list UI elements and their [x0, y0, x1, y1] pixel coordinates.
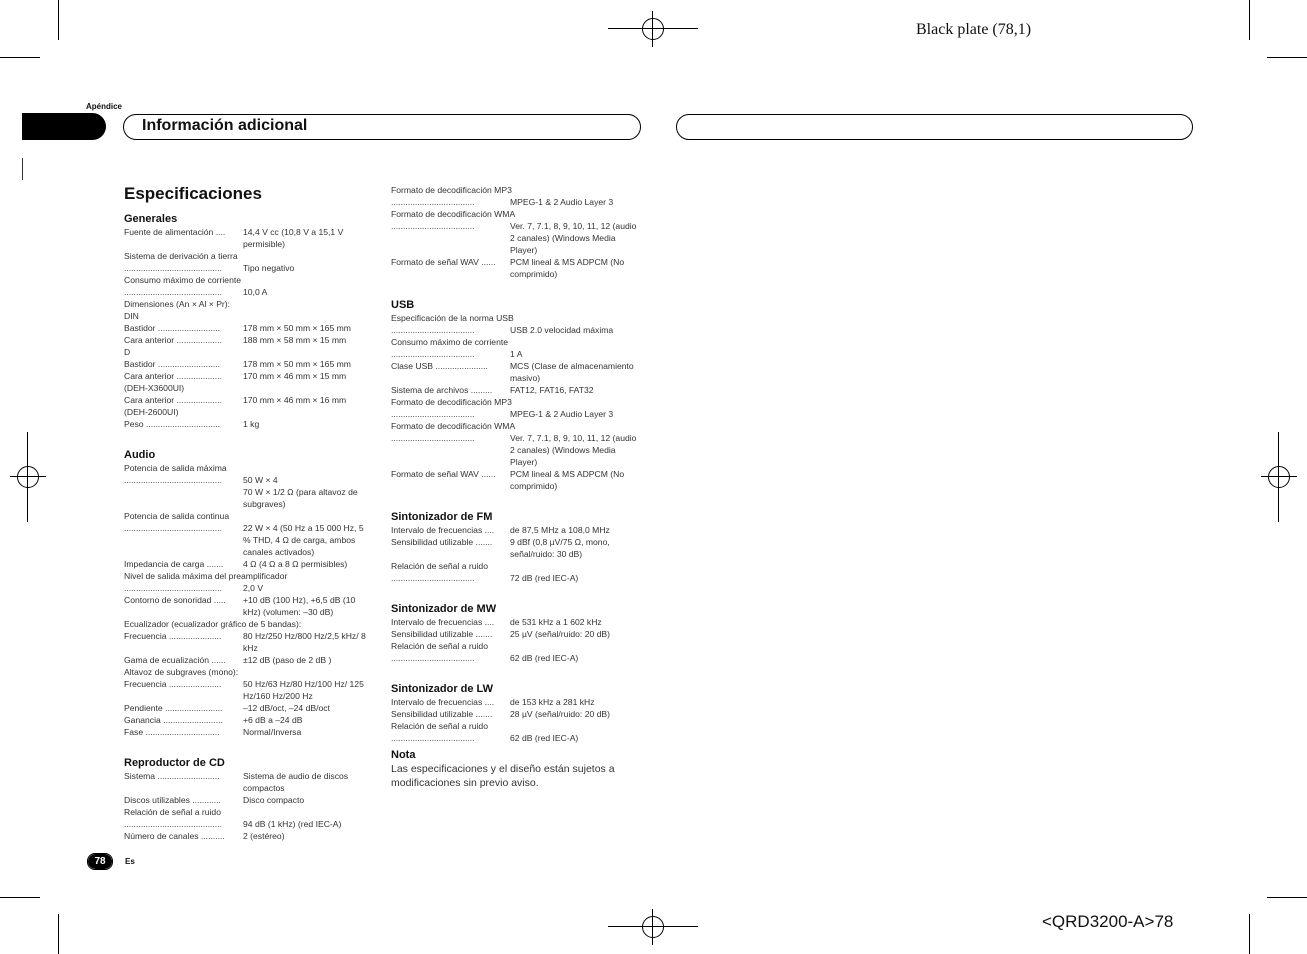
spec-line: Relación de señal a ruido [391, 641, 488, 651]
spacer [124, 430, 376, 448]
side-rule [22, 158, 23, 180]
spec-label: ......................................... [124, 819, 222, 829]
spec-label: Formato de señal WAV ...... [391, 469, 496, 479]
spec-row [124, 654, 376, 666]
registration-mark [1261, 459, 1297, 495]
spec-line: (DEH-X3600UI) [124, 383, 185, 393]
language-code: Es [125, 857, 135, 866]
registration-line [1278, 432, 1279, 522]
spec-row [391, 408, 643, 420]
page-number-badge [87, 853, 113, 870]
spec-subheading: Audio [124, 449, 156, 461]
spec-row [124, 474, 376, 486]
spec-label: ................................... [391, 325, 475, 335]
spec-value: 62 dB (red IEC-A) [510, 733, 579, 743]
spec-value: 178 mm × 50 mm × 165 mm [243, 323, 351, 333]
spec-label: Cara anterior ................... [124, 371, 222, 381]
chapter-title-bar [123, 114, 641, 140]
spec-row [391, 324, 643, 336]
registration-mark [635, 11, 671, 47]
spec-value: Ver. 7, 7.1, 8, 9, 10, 11, 12 (audio 2 canales) (Windows Media Player) [510, 433, 637, 467]
spec-row [391, 468, 643, 492]
registration-mark [635, 909, 671, 945]
spec-value: –12 dB/oct, –24 dB/oct [243, 703, 330, 713]
spec-label: Ganancia ......................... [124, 715, 223, 725]
spec-value: 50 W × 4 [243, 475, 278, 485]
spec-label: ................................... [391, 221, 475, 231]
spec-value: Normal/Inversa [243, 727, 302, 737]
spec-value: 10,0 A [243, 287, 268, 297]
spec-subheading: Generales [124, 213, 178, 225]
spec-value: PCM lineal & MS ADPCM (No comprimido) [510, 469, 625, 491]
page-number: 78 [88, 854, 112, 869]
spec-row [124, 486, 376, 510]
spec-value: MCS (Clase de almacenamiento masivo) [510, 361, 634, 383]
spec-row [124, 714, 376, 726]
spec-line: Altavoz de subgraves (mono): [124, 667, 239, 677]
spec-value: Disco compacto [243, 795, 305, 805]
spec-label: Fuente de alimentación .... [124, 227, 226, 237]
spec-value: 80 Hz/250 Hz/800 Hz/2,5 kHz/ 8 kHz [243, 631, 366, 653]
spec-row [391, 524, 643, 536]
spec-label: Pendiente ........................ [124, 703, 223, 713]
spec-line: Formato de decodificación MP3 [391, 185, 512, 195]
spec-value: Tipo negativo [243, 263, 295, 273]
spec-label: Impedancia de carga ....... [124, 559, 224, 569]
spec-value: MPEG-1 & 2 Audio Layer 3 [510, 197, 614, 207]
spec-label: ......................................... [124, 475, 222, 485]
crop-mark [1267, 57, 1307, 58]
spacer [391, 584, 643, 602]
spec-subheading: Reproductor de CD [124, 757, 225, 769]
spec-row [124, 678, 376, 702]
spec-label: Formato de señal WAV ...... [391, 257, 496, 267]
spec-value: MPEG-1 & 2 Audio Layer 3 [510, 409, 614, 419]
spec-value: 1 A [510, 349, 523, 359]
spec-label: Contorno de sonoridad ..... [124, 595, 226, 605]
spec-label: Frecuencia ...................... [124, 631, 222, 641]
spec-label: ......................................... [124, 583, 222, 593]
spec-row [124, 358, 376, 370]
document-code: <QRD3200-A>78 [1042, 912, 1174, 931]
spec-line: Ecualizador (ecualizador gráfico de 5 bandas): [124, 619, 302, 629]
spec-label: ................................... [391, 653, 475, 663]
note-text: Las especificaciones y el diseño están sujetos a modificaciones sin previo aviso. [391, 763, 615, 789]
spec-value: 2 (estéreo) [243, 831, 285, 841]
spec-row [391, 196, 643, 208]
spec-row [124, 262, 376, 274]
spec-value: +10 dB (100 Hz), +6,5 dB (10 kHz) (volumen: –30 dB) [243, 595, 356, 617]
spec-value: 2,0 V [243, 583, 264, 593]
spacer [391, 492, 643, 510]
spec-line: D [124, 347, 131, 357]
page-heading: Especificaciones [124, 184, 262, 203]
spec-value: 25 µV (señal/ruido: 20 dB) [510, 629, 611, 639]
crop-mark [0, 897, 40, 898]
spec-value: 170 mm × 46 mm × 15 mm [243, 371, 347, 381]
spec-value: 188 mm × 58 mm × 15 mm [243, 335, 347, 345]
spec-value: de 531 kHz a 1 602 kHz [510, 617, 602, 627]
spec-value: 178 mm × 50 mm × 165 mm [243, 359, 351, 369]
spec-value: 94 dB (1 kHz) (red IEC-A) [243, 819, 342, 829]
spec-row [391, 348, 643, 360]
spec-line: Potencia de salida máxima [124, 463, 227, 473]
spec-row [391, 536, 643, 560]
spec-label: Sensibilidad utilizable ....... [391, 709, 493, 719]
spec-column-left [124, 212, 376, 842]
spec-label: ................................... [391, 197, 475, 207]
spec-row [391, 708, 643, 720]
spec-row [124, 334, 376, 346]
spec-label: Sensibilidad utilizable ....... [391, 629, 493, 639]
spec-row [391, 256, 643, 280]
spec-line: Especificación de la norma USB [391, 313, 514, 323]
chapter-tab [22, 113, 106, 140]
spec-label [124, 486, 243, 510]
registration-line [27, 432, 28, 522]
spec-value: 22 W × 4 (50 Hz a 15 000 Hz, 5 % THD, 4 Ω de carga, ambos canales activados) [243, 523, 364, 557]
crop-mark [1249, 0, 1250, 40]
spec-line: Potencia de salida continua [124, 511, 230, 521]
spec-row [391, 360, 643, 384]
spec-row [124, 394, 376, 406]
spec-label: Peso ............................... [124, 419, 220, 429]
spec-value: 70 W × 1/2 Ω (para altavoz de subgraves) [243, 487, 358, 509]
spec-value: de 87,5 MHz a 108,0 MHz [510, 525, 610, 535]
registration-mark [10, 459, 46, 495]
spec-row [124, 226, 376, 250]
spec-label: ......................................... [124, 287, 222, 297]
spec-label: Intervalo de frecuencias .... [391, 525, 495, 535]
spec-row [391, 432, 643, 468]
crop-mark [1267, 897, 1307, 898]
spec-column-right [391, 184, 643, 744]
spec-row [391, 652, 643, 664]
spec-value: 170 mm × 46 mm × 16 mm [243, 395, 347, 405]
spec-row [391, 616, 643, 628]
spec-label: ................................... [391, 409, 475, 419]
spec-line: Relación de señal a ruido [391, 721, 488, 731]
spec-label: ......................................... [124, 263, 222, 273]
spec-line: Formato de decodificación WMA [391, 421, 516, 431]
spec-value: 72 dB (red IEC-A) [510, 573, 579, 583]
spec-label: Discos utilizables ............ [124, 795, 221, 805]
spec-label: Cara anterior ................... [124, 335, 222, 345]
spec-row [391, 732, 643, 744]
spec-label: Frecuencia ...................... [124, 679, 222, 689]
spec-value: USB 2.0 velocidad máxima [510, 325, 614, 335]
spec-row [391, 384, 643, 396]
spec-value: +6 dB a –24 dB [243, 715, 303, 725]
chapter-title-bar-right [676, 114, 1193, 140]
spec-subheading: Sintonizador de FM [391, 511, 493, 523]
section-label: Apéndice [86, 102, 123, 111]
spec-row [124, 322, 376, 334]
spec-row [124, 558, 376, 570]
spec-label: ................................... [391, 573, 475, 583]
spec-row [391, 220, 643, 256]
crop-mark [0, 57, 40, 58]
spec-label: Intervalo de frecuencias .... [391, 617, 495, 627]
spec-line: Formato de decodificación MP3 [391, 397, 512, 407]
spec-label: ................................... [391, 349, 475, 359]
spec-value: Sistema de audio de discos compactos [243, 771, 349, 793]
chapter-title: Información adicional [142, 117, 308, 134]
spec-subheading: USB [391, 299, 415, 311]
spec-value: 28 µV (señal/ruido: 20 dB) [510, 709, 611, 719]
spec-value: 9 dBf (0,8 µV/75 Ω, mono, señal/ruido: 30 dB) [510, 537, 610, 559]
spec-row [124, 594, 376, 618]
spec-value: 4 Ω (4 Ω a 8 Ω permisibles) [243, 559, 348, 569]
spec-label: Bastidor .......................... [124, 323, 220, 333]
spec-label: Intervalo de frecuencias .... [391, 697, 495, 707]
registration-line [608, 28, 698, 29]
spec-value: 50 Hz/63 Hz/80 Hz/100 Hz/ 125 Hz/160 Hz/200 Hz [243, 679, 364, 701]
registration-line [608, 926, 698, 927]
spec-subheading: Sintonizador de LW [391, 683, 494, 695]
spec-row [124, 770, 376, 794]
spec-row [124, 630, 376, 654]
spec-value: 14,4 V cc (10,8 V a 15,1 V permisible) [243, 227, 344, 249]
note-title: Nota [391, 749, 416, 761]
spec-value: 1 kg [243, 419, 260, 429]
spec-label: Sistema de archivos ......... [391, 385, 493, 395]
spec-label: Cara anterior ................... [124, 395, 222, 405]
crop-mark [58, 0, 59, 40]
spec-row [124, 830, 376, 842]
spacer [391, 280, 643, 298]
spec-row [124, 286, 376, 298]
spec-line: Consumo máximo de corriente [391, 337, 509, 347]
spec-line: Nivel de salida máxima del preamplificador [124, 571, 288, 581]
spec-row [391, 696, 643, 708]
spec-value: PCM lineal & MS ADPCM (No comprimido) [510, 257, 625, 279]
spec-row [391, 572, 643, 584]
spec-label: Fase ............................... [124, 727, 220, 737]
plate-label: Black plate (78,1) [916, 21, 1032, 38]
spec-line: Relación de señal a ruido [124, 807, 221, 817]
spec-label: ................................... [391, 733, 475, 743]
spec-row [391, 628, 643, 640]
spec-line: DIN [124, 311, 139, 321]
spec-label: ......................................... [124, 523, 222, 533]
spec-label: ................................... [391, 433, 475, 443]
spec-value: Ver. 7, 7.1, 8, 9, 10, 11, 12 (audio 2 canales) (Windows Media Player) [510, 221, 637, 255]
spec-label: Número de canales .......... [124, 831, 225, 841]
spec-value: 62 dB (red IEC-A) [510, 653, 579, 663]
spec-row [124, 522, 376, 558]
crop-mark [1249, 914, 1250, 954]
spec-label: Bastidor .......................... [124, 359, 220, 369]
spacer [391, 664, 643, 682]
spec-line: Dimensiones (An × Al × Pr): [124, 299, 231, 309]
spec-line: Consumo máximo de corriente [124, 275, 242, 285]
spec-value: FAT12, FAT16, FAT32 [510, 385, 594, 395]
spec-label: Sistema .......................... [124, 771, 220, 781]
spec-label: Clase USB ...................... [391, 361, 488, 371]
spec-row [124, 418, 376, 430]
spec-label: Gama de ecualización ...... [124, 655, 226, 665]
spec-row [124, 582, 376, 594]
spec-line: (DEH-2600UI) [124, 407, 179, 417]
spec-row [124, 818, 376, 830]
spec-line: Sistema de derivación a tierra [124, 251, 238, 261]
spec-row [124, 370, 376, 382]
crop-mark [58, 914, 59, 954]
spec-label: Sensibilidad utilizable ....... [391, 537, 493, 547]
spec-value: ±12 dB (paso de 2 dB ) [243, 655, 332, 665]
spec-row [124, 726, 376, 738]
spec-line: Relación de señal a ruido [391, 561, 488, 571]
spec-row [124, 702, 376, 714]
spacer [124, 738, 376, 756]
spec-row [124, 794, 376, 806]
spec-subheading: Sintonizador de MW [391, 603, 497, 615]
spec-value: de 153 kHz a 281 kHz [510, 697, 595, 707]
note-block [391, 748, 641, 790]
spec-line: Formato de decodificación WMA [391, 209, 516, 219]
